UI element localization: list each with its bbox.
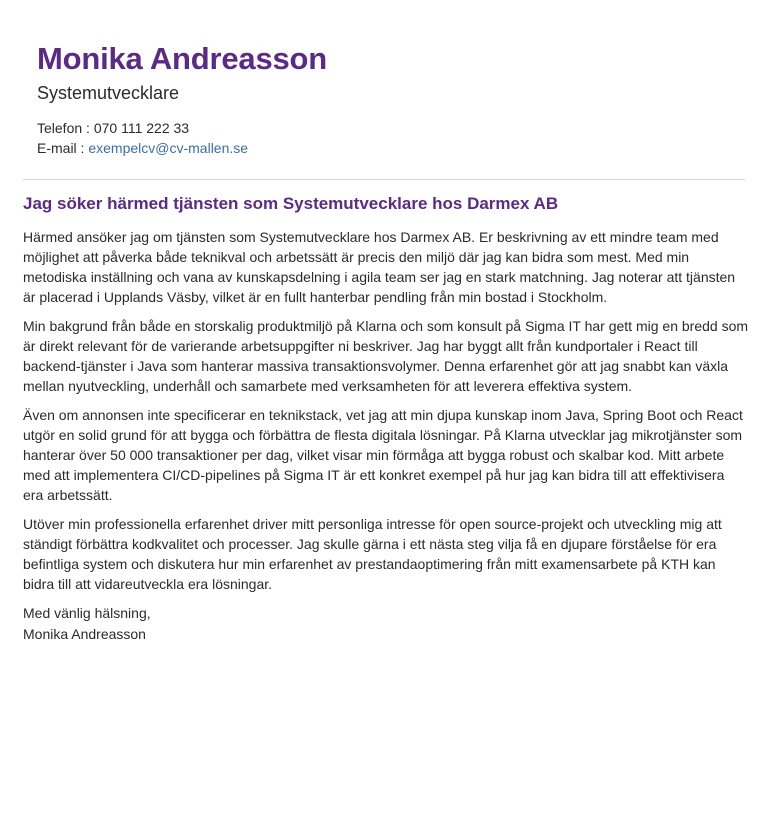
header-divider — [23, 179, 745, 180]
letter-subject: Jag söker härmed tjänsten som Systemutvecklare hos Darmex AB — [23, 194, 559, 213]
signature-name: Monika Andreasson — [23, 626, 146, 642]
letter-paragraph: Härmed ansöker jag om tjänsten som Systemutvecklare hos Darmex AB. Er beskrivning av ett mindre team med möjlighet att påverka både teknikval och arbetssätt är precis den miljö där jag kan bidra som mest. Med min metodiska inställning och vana av kunskapsdelning i agila team ser jag en stark matchning. Jag noterar att tjänsten är placerad i Upplands Väsby, vilket är en fullt hanterbar pendling från min bostad i Stockholm. — [23, 229, 736, 305]
letter-paragraph: Min bakgrund från både en storskalig produktmiljö på Klarna och som konsult på Sigma IT har gett mig en bredd som är direkt relevant för de varierande arbetsuppgifter ni beskriver. Jag har byggt allt från kundportaler i React till backend-tjänster i Java som hanterar massiva transaktionsvolymer. Denna erfarenhet gör att jag snabbt kan växla mellan nyutveckling, underhåll och samarbete med verksamheten för att leverera effektiva system. — [23, 318, 749, 394]
email-link[interactable]: exempelcv@cv-mallen.se — [88, 140, 249, 156]
closing-greeting: Med vänlig hälsning, — [23, 605, 151, 621]
letter-body — [23, 193, 748, 645]
header — [37, 40, 737, 158]
phone-label: Telefon : — [37, 120, 94, 136]
email-label: E-mail : — [37, 140, 89, 156]
letter-closing — [23, 603, 748, 645]
letter-paragraph: Även om annonsen inte specificerar en teknikstack, vet jag att min djupa kunskap inom Java, Spring Boot och React utgör en solid grund för att bygga och förbättra de flesta digitala lösningar. På Klarna utvecklar jag mikrotjänster som hanterar över 50 000 transaktioner per dag, vilket visar min förmåga att bygga robust och skalbar kod. Mitt arbete med att implementera CI/CD-pipelines på Sigma IT är ett konkret exempel på hur jag kan bidra till att effektivisera era arbetssätt. — [23, 407, 743, 503]
applicant-name: Monika Andreasson — [37, 41, 328, 76]
job-title: Systemutvecklare — [37, 83, 180, 103]
phone-number: 070 111 222 33 — [93, 120, 190, 136]
email-row — [37, 138, 737, 158]
contact-info — [37, 118, 737, 158]
letter-paragraph: Utöver min professionella erfarenhet driver mitt personliga intresse för open source-projekt och utveckling mig att ständigt förbättra kodkvalitet och processer. Jag skulle gärna i ett nästa steg vilja få en djupare förståelse för era befintliga system och diskutera hur min erfarenhet av prestandaoptimering från mitt examensarbete på KTH kan bidra till att vidareutveckla era lösningar. — [23, 516, 722, 592]
phone-row — [37, 118, 737, 138]
